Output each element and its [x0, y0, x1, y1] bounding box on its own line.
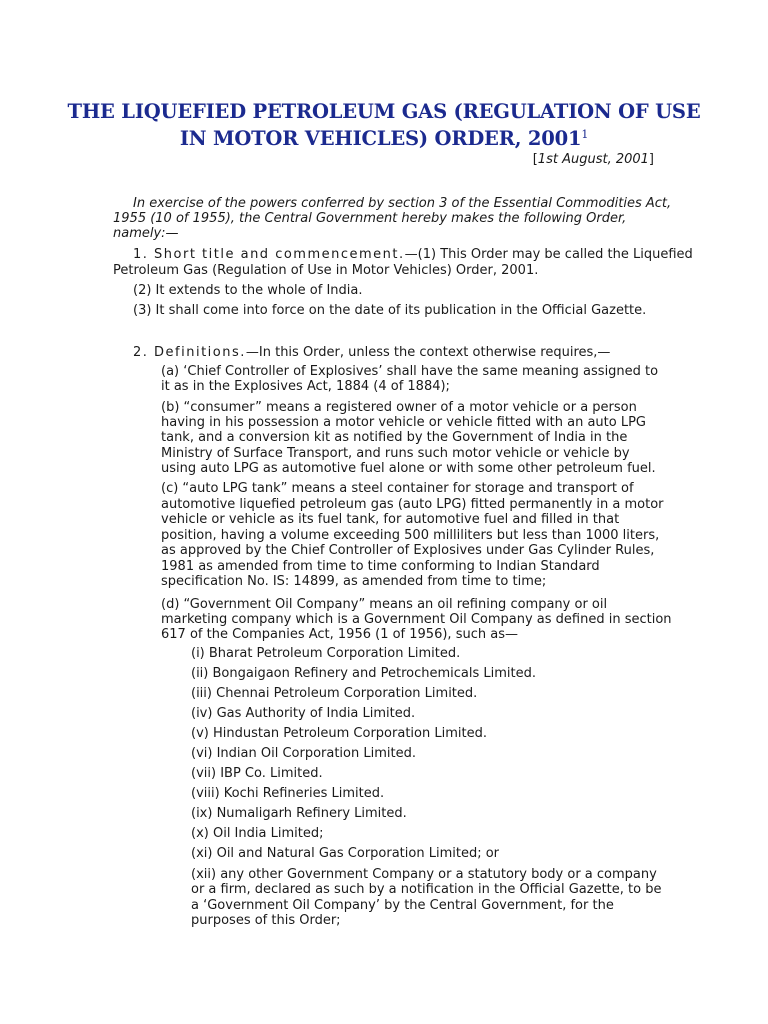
document-title-line-1: THE LIQUEFIED PETROLEUM GAS (REGULATION OF USE — [67, 100, 701, 123]
clause-b-line: (b) “consumer” means a registered owner of a motor vehicle or a person — [161, 400, 637, 415]
company-list-item: (viii) Kochi Refineries Limited. — [191, 786, 385, 801]
company-list-item: (iii) Chennai Petroleum Corporation Limited. — [191, 686, 478, 701]
company-list-item: (iv) Gas Authority of India Limited. — [191, 706, 416, 721]
section-1-subsection: (2) It extends to the whole of India. — [133, 283, 363, 298]
company-list-item: (vii) IBP Co. Limited. — [191, 766, 323, 781]
clause-c-line: as approved by the Chief Controller of Explosives under Gas Cylinder Rules, — [161, 543, 655, 558]
preamble-line: 1955 (10 of 1955), the Central Government hereby makes the following Order, — [113, 211, 627, 226]
company-list-item: (x) Oil India Limited; — [191, 826, 324, 841]
company-list-item-xii-line: purposes of this Order; — [191, 913, 341, 928]
section-1-text: —(1) This Order may be called the Liquefied — [404, 247, 693, 262]
clause-c-line: 1981 as amended from time to time conforming to Indian Standard — [161, 559, 600, 574]
order-date — [533, 152, 654, 167]
company-list-item-xii-line: or a firm, declared as such by a notification in the Official Gazette, to be — [191, 882, 662, 897]
date-close-bracket: ] — [648, 152, 654, 167]
section-1-heading: 1. Short title and commencement. — [133, 247, 405, 262]
company-list-item: (xi) Oil and Natural Gas Corporation Limited; or — [191, 846, 500, 861]
clause-b-line: tank, and a conversion kit as notified by the Government of India in the — [161, 430, 628, 445]
date-open-bracket: [ — [532, 152, 538, 167]
document-title-line-2 — [60, 127, 708, 150]
footnote-marker: 1 — [581, 128, 589, 141]
clause-c-line: automotive liquefied petroleum gas (auto LPG) fitted permanently in a motor — [161, 497, 664, 512]
company-list-item: (v) Hindustan Petroleum Corporation Limited. — [191, 726, 487, 741]
clause-c-line: vehicle or vehicle as its fuel tank, for automotive fuel and filled in that — [161, 512, 620, 527]
section-2-heading: 2. Definitions. — [133, 345, 246, 360]
clause-a-line: (a) ‘Chief Controller of Explosives’ shall have the same meaning assigned to — [161, 364, 659, 379]
clause-b-line: using auto LPG as automotive fuel alone or with some other petroleum fuel. — [161, 461, 656, 476]
section-1-subsection: (3) It shall come into force on the date of its publication in the Official Gazette. — [133, 303, 647, 318]
clause-d-line: marketing company which is a Government Oil Company as defined in section — [161, 612, 672, 627]
section-1-line — [133, 247, 693, 262]
preamble-line: namely:— — [113, 226, 179, 241]
clause-a-line: it as in the Explosives Act, 1884 (4 of 1884); — [161, 379, 450, 394]
preamble-line: In exercise of the powers conferred by section 3 of the Essential Commodities Act, — [133, 196, 672, 211]
clause-c-line: position, having a volume exceeding 500 milliliters but less than 1000 liters, — [161, 528, 660, 543]
clause-c-line: (c) “auto LPG tank” means a steel container for storage and transport of — [161, 481, 634, 496]
clause-b-line: having in his possession a motor vehicle or vehicle fitted with an auto LPG — [161, 415, 647, 430]
document-title-text: IN MOTOR VEHICLES) ORDER, 2001 — [179, 127, 582, 150]
date-text: 1st August, 2001 — [537, 152, 649, 167]
section-2-intro: —In this Order, unless the context otherwise requires,— — [245, 345, 611, 360]
company-list-item: (vi) Indian Oil Corporation Limited. — [191, 746, 416, 761]
clause-c-line: specification No. IS: 14899, as amended from time to time; — [161, 574, 547, 589]
company-list-item-xii-line: (xii) any other Government Company or a statutory body or a company — [191, 867, 657, 882]
clause-b-line: Ministry of Surface Transport, and runs such motor vehicle or vehicle by — [161, 446, 630, 461]
clause-d-line: 617 of the Companies Act, 1956 (1 of 1956), such as— — [161, 627, 518, 642]
company-list-item-xii-line: a ‘Government Oil Company’ by the Central Government, for the — [191, 898, 614, 913]
company-list-item: (ii) Bongaigaon Refinery and Petrochemicals Limited. — [191, 666, 537, 681]
company-list-item: (ix) Numaligarh Refinery Limited. — [191, 806, 407, 821]
section-1-line: Petroleum Gas (Regulation of Use in Motor Vehicles) Order, 2001. — [113, 263, 539, 278]
company-list-item: (i) Bharat Petroleum Corporation Limited. — [191, 646, 461, 661]
section-2-line — [133, 345, 610, 360]
clause-d-line: (d) “Government Oil Company” means an oil refining company or oil — [161, 597, 608, 612]
